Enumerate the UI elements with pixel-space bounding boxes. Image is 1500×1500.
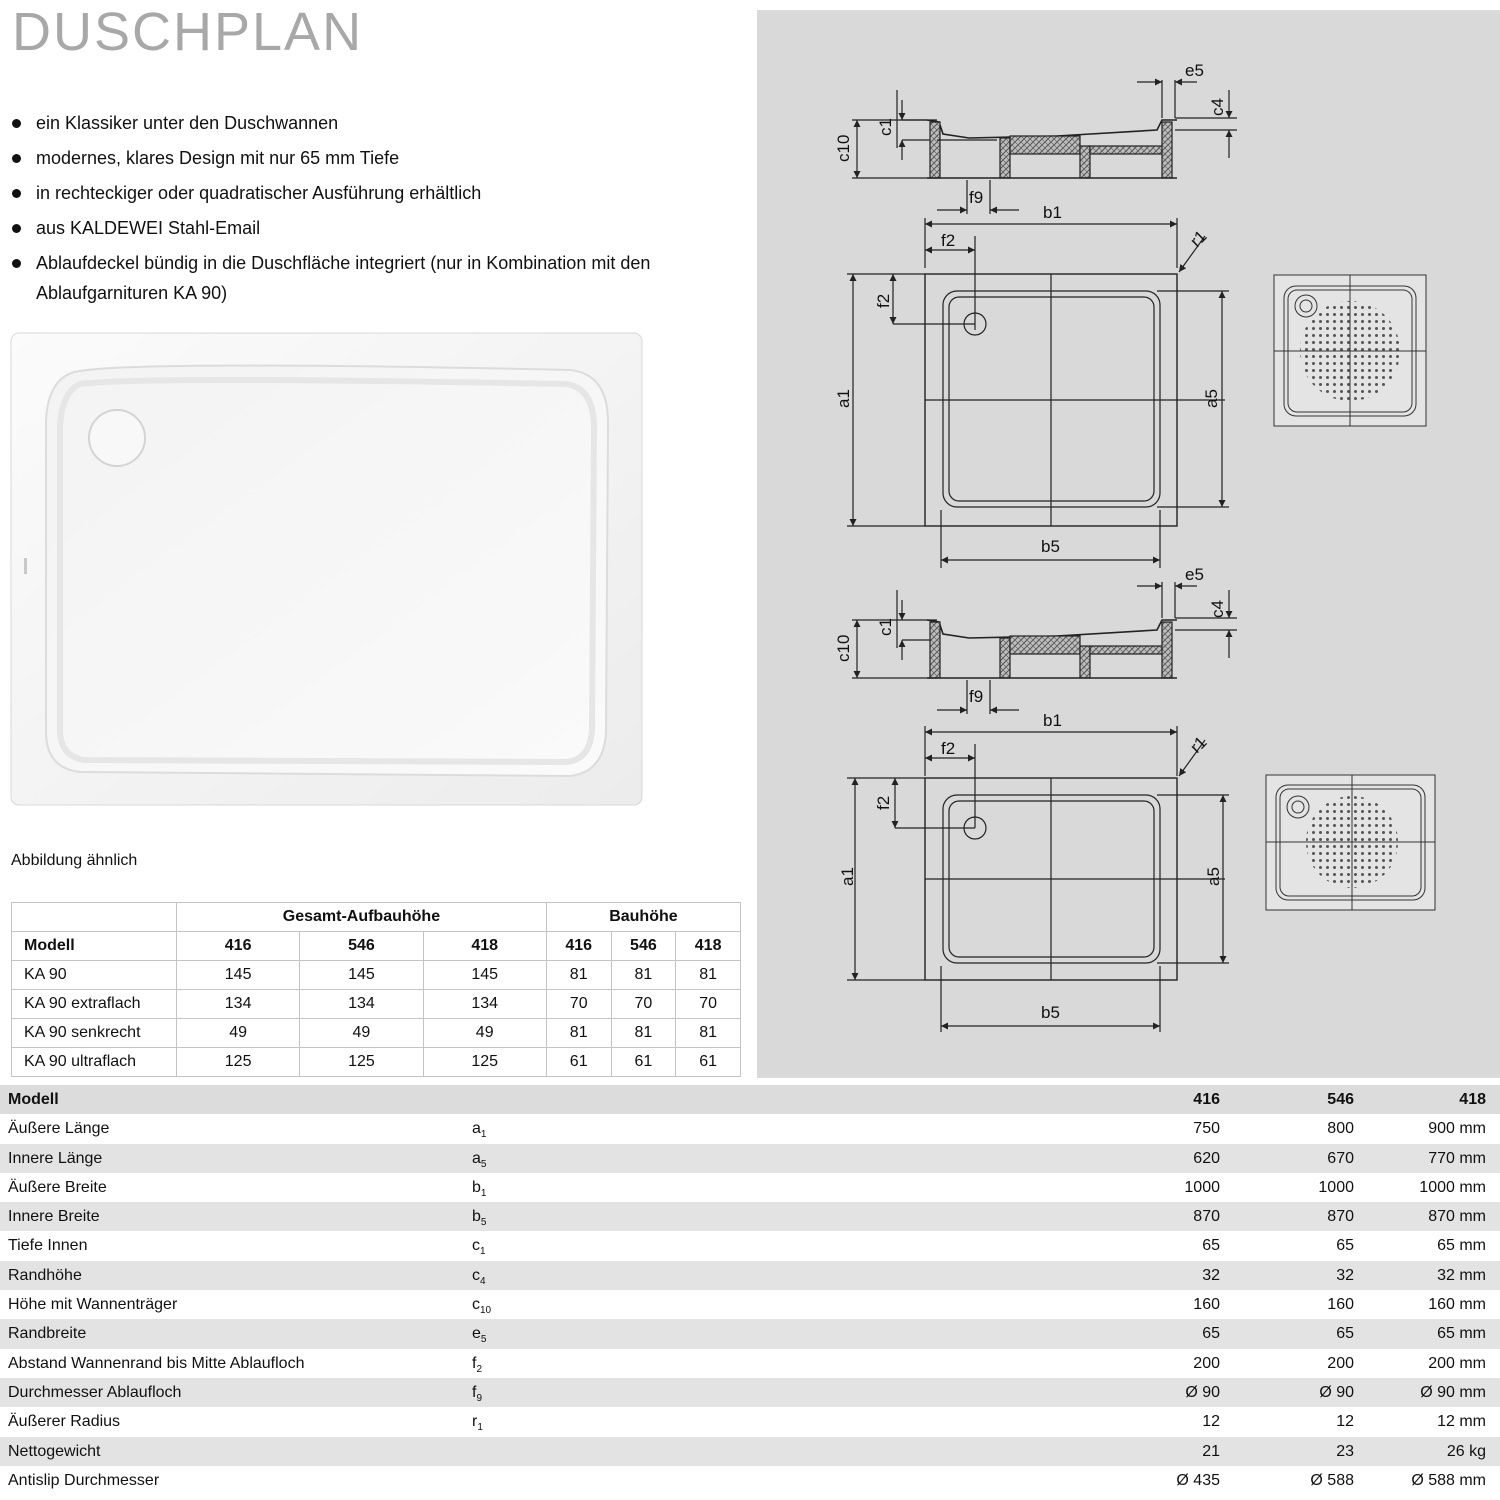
- spec-symbol-index: 1: [480, 1188, 487, 1200]
- spec-value: 65: [1202, 1237, 1220, 1255]
- table-row: [0, 1290, 1500, 1319]
- feature-list: [10, 108, 670, 313]
- spec-label: Höhe mit Wannenträger: [8, 1296, 178, 1314]
- specifications-table: [0, 1085, 1500, 1495]
- spec-value: Ø 90 mm: [1420, 1383, 1486, 1401]
- table-cell: 81: [676, 1019, 741, 1048]
- spec-value: 160 mm: [1428, 1296, 1486, 1314]
- spec-value: 21: [1202, 1442, 1220, 1460]
- spec-symbol-letter: r: [472, 1413, 478, 1431]
- cross-section-drawing-1: [852, 80, 1237, 214]
- row-label: KA 90: [12, 961, 177, 990]
- table-cell: 81: [676, 961, 741, 990]
- spec-value: 65 mm: [1437, 1325, 1486, 1343]
- spec-symbol-letter: c: [472, 1237, 480, 1255]
- spec-value: 750: [1193, 1120, 1220, 1138]
- table-cell: 81: [611, 1019, 676, 1048]
- installation-height-table: [11, 902, 741, 1077]
- spec-value: 620: [1193, 1149, 1220, 1167]
- image-caption: Abbildung ähnlich: [11, 852, 138, 869]
- table-cell: 134: [177, 990, 300, 1019]
- spec-symbol-index: 9: [476, 1393, 483, 1405]
- specs-header-value: 546: [1327, 1091, 1354, 1108]
- spec-symbol-index: 10: [480, 1305, 492, 1317]
- spec-value: Ø 588 mm: [1411, 1471, 1486, 1489]
- row-label: KA 90 senkrecht: [12, 1019, 177, 1048]
- row-label: KA 90 ultraflach: [12, 1048, 177, 1077]
- spec-value: 200 mm: [1428, 1354, 1486, 1372]
- spec-value: 870 mm: [1428, 1208, 1486, 1226]
- table-row: [0, 1407, 1500, 1436]
- feature-item: in rechteckiger oder quadratischer Ausführung erhältlich: [10, 178, 670, 208]
- table-cell: 81: [546, 1019, 611, 1048]
- spec-value: 26 kg: [1446, 1442, 1486, 1460]
- spec-symbol-letter: c: [472, 1296, 480, 1314]
- table-row: [12, 1048, 741, 1077]
- table-cell: 125: [177, 1048, 300, 1077]
- dim-label-c10: c10: [834, 634, 853, 662]
- spec-label: Randbreite: [8, 1325, 87, 1343]
- spec-symbol-letter: a: [472, 1149, 481, 1167]
- spec-value: Ø 90: [1185, 1383, 1220, 1401]
- product-photo: [10, 332, 643, 806]
- table-row: [0, 1261, 1500, 1290]
- corner-cell: [12, 903, 177, 932]
- specs-header-value: 416: [1193, 1091, 1220, 1108]
- spec-value: 770 mm: [1428, 1149, 1486, 1167]
- dim-label-b5: b5: [1041, 1003, 1060, 1022]
- group-header: Bauhöhe: [546, 903, 740, 932]
- spec-label: Nettogewicht: [8, 1442, 101, 1460]
- spec-symbol-index: 1: [480, 1246, 486, 1258]
- spec-value: 870: [1327, 1208, 1354, 1226]
- table-cell: 145: [177, 961, 300, 990]
- spec-label: Äußerer Radius: [8, 1413, 121, 1431]
- plan-view-drawing-1: [847, 218, 1229, 568]
- table-row: [0, 1319, 1500, 1348]
- spec-label: Innere Länge: [8, 1149, 103, 1167]
- spec-label: Äußere Länge: [8, 1120, 110, 1138]
- feature-item: modernes, klares Design mit nur 65 mm Tiefe: [10, 143, 670, 173]
- dim-label-r1: r1: [1186, 226, 1211, 251]
- spec-value: 65: [1336, 1325, 1354, 1343]
- table-cell: 49: [177, 1019, 300, 1048]
- antislip-thumbnail-2: [1266, 775, 1435, 910]
- row-label: KA 90 extraflach: [12, 990, 177, 1019]
- spec-value: 160: [1193, 1296, 1220, 1314]
- spec-label: Durchmesser Ablaufloch: [8, 1383, 182, 1401]
- spec-label: Antislip Durchmesser: [8, 1471, 160, 1489]
- spec-value: 1000: [1184, 1178, 1220, 1196]
- table-row: [0, 1173, 1500, 1202]
- table-cell: 134: [300, 990, 423, 1019]
- spec-symbol-index: 2: [476, 1363, 483, 1375]
- spec-value: Ø 90: [1319, 1383, 1354, 1401]
- spec-value: 23: [1336, 1442, 1354, 1460]
- dim-label-e5: e5: [1185, 61, 1204, 80]
- plan-view-drawing-2: [847, 726, 1229, 1032]
- spec-symbol-letter: f: [472, 1354, 477, 1372]
- technical-drawing-panel: [757, 10, 1500, 1078]
- specs-header-label: Modell: [8, 1091, 59, 1108]
- spec-symbol-letter: f: [472, 1383, 477, 1401]
- dim-label-f9: f9: [969, 188, 984, 207]
- spec-value: 900 mm: [1428, 1120, 1486, 1138]
- dim-label-c4: c4: [1208, 600, 1227, 618]
- dim-label-f2: f2: [874, 293, 893, 308]
- spec-label: Randhöhe: [8, 1266, 82, 1284]
- specs-header-row: [0, 1085, 1500, 1114]
- table-row: [0, 1231, 1500, 1260]
- spec-symbol-letter: e: [472, 1325, 481, 1343]
- column-header: 416: [546, 932, 611, 961]
- spec-symbol-letter: a: [472, 1120, 481, 1138]
- spec-value: 32 mm: [1437, 1266, 1486, 1284]
- spec-value: 1000: [1318, 1178, 1354, 1196]
- column-header: 546: [300, 932, 423, 961]
- spec-symbol-index: 5: [480, 1158, 487, 1170]
- dim-label-c1: c1: [876, 618, 895, 636]
- spec-value: Ø 588: [1310, 1471, 1354, 1489]
- antislip-thumbnail-1: [1274, 275, 1426, 426]
- table-cell: 61: [676, 1048, 741, 1077]
- spec-label: Tiefe Innen: [8, 1237, 88, 1255]
- spec-value: 200: [1193, 1354, 1220, 1372]
- feature-item: aus KALDEWEI Stahl-Email: [10, 213, 670, 243]
- spec-symbol-letter: b: [472, 1208, 481, 1226]
- spec-label: Äußere Breite: [8, 1178, 107, 1196]
- spec-symbol-index: 1: [480, 1129, 487, 1141]
- table-row: [12, 990, 741, 1019]
- table-cell: 61: [611, 1048, 676, 1077]
- table-cell: 61: [546, 1048, 611, 1077]
- dim-label-a5: a5: [1202, 389, 1221, 408]
- dim-label-r1: r1: [1186, 732, 1211, 757]
- spec-value: 12: [1202, 1413, 1220, 1431]
- dim-label-f2: f2: [941, 739, 956, 758]
- spec-value: 1000 mm: [1419, 1178, 1486, 1196]
- column-header: 418: [423, 932, 546, 961]
- spec-symbol-index: 4: [480, 1275, 486, 1287]
- dim-label-f2: f2: [941, 231, 956, 250]
- table-cell: 145: [423, 961, 546, 990]
- feature-item: ein Klassiker unter den Duschwannen: [10, 108, 670, 138]
- table-cell: 70: [611, 990, 676, 1019]
- dim-label-f9: f9: [969, 687, 984, 706]
- table-row: [0, 1114, 1500, 1143]
- table-cell: 145: [300, 961, 423, 990]
- table-cell: 70: [546, 990, 611, 1019]
- model-header: Modell: [12, 932, 177, 961]
- spec-value: 65: [1202, 1325, 1220, 1343]
- plan-2-labels: [838, 711, 1223, 1022]
- table-cell: 125: [300, 1048, 423, 1077]
- plan-1-labels: [834, 203, 1221, 556]
- spec-symbol-letter: c: [472, 1266, 480, 1284]
- table-row: [0, 1466, 1500, 1495]
- spec-value: 160: [1327, 1296, 1354, 1314]
- dim-label-c4: c4: [1208, 98, 1227, 116]
- table-row: [0, 1378, 1500, 1407]
- table-row: [0, 1202, 1500, 1231]
- column-header: 418: [676, 932, 741, 961]
- table-row: [0, 1349, 1500, 1378]
- table-row: [12, 1019, 741, 1048]
- table-cell: 49: [423, 1019, 546, 1048]
- dim-label-a5: a5: [1204, 867, 1223, 886]
- feature-item: Ablaufdeckel bündig in die Duschfläche integriert (nur in Kombination mit den Ablaufgarnituren KA 90): [10, 248, 670, 308]
- dim-label-c10: c10: [834, 134, 853, 162]
- table-row: [0, 1437, 1500, 1466]
- spec-value: 32: [1336, 1266, 1354, 1284]
- spec-value: 670: [1327, 1149, 1354, 1167]
- table-cell: 81: [611, 961, 676, 990]
- cross-section-drawing-2: [852, 582, 1237, 714]
- spec-label: Innere Breite: [8, 1208, 100, 1226]
- spec-symbol-index: 1: [477, 1422, 483, 1434]
- dim-label-b5: b5: [1041, 537, 1060, 556]
- table-row: [0, 1144, 1500, 1173]
- column-header: 546: [611, 932, 676, 961]
- column-header: 416: [177, 932, 300, 961]
- spec-value: 65: [1336, 1237, 1354, 1255]
- dim-label-c1: c1: [876, 118, 895, 136]
- spec-label: Abstand Wannenrand bis Mitte Ablaufloch: [8, 1354, 305, 1372]
- dim-label-b1: b1: [1043, 203, 1062, 222]
- spec-symbol-letter: b: [472, 1178, 481, 1196]
- dim-label-e5: e5: [1185, 565, 1204, 584]
- spec-value: 12: [1336, 1413, 1354, 1431]
- spec-symbol-index: 5: [480, 1334, 487, 1346]
- dim-label-f2: f2: [874, 795, 893, 810]
- table-cell: 49: [300, 1019, 423, 1048]
- technical-drawing: [757, 10, 1500, 1078]
- spec-symbol-index: 5: [480, 1217, 487, 1229]
- table-row: [12, 961, 741, 990]
- spec-value: 12 mm: [1437, 1413, 1486, 1431]
- group-header: Gesamt-Aufbauhöhe: [177, 903, 547, 932]
- spec-value: Ø 435: [1176, 1471, 1220, 1489]
- spec-value: 200: [1327, 1354, 1354, 1372]
- table-cell: 134: [423, 990, 546, 1019]
- dim-label-b1: b1: [1043, 711, 1062, 730]
- table-cell: 81: [546, 961, 611, 990]
- dim-label-a1: a1: [838, 867, 857, 886]
- table-cell: 70: [676, 990, 741, 1019]
- spec-value: 800: [1327, 1120, 1354, 1138]
- specs-header-value: 418: [1459, 1091, 1486, 1108]
- spec-value: 65 mm: [1437, 1237, 1486, 1255]
- spec-value: 870: [1193, 1208, 1220, 1226]
- dim-label-a1: a1: [834, 389, 853, 408]
- table-cell: 125: [423, 1048, 546, 1077]
- spec-value: 32: [1202, 1266, 1220, 1284]
- shower-tray-illustration: [10, 332, 643, 806]
- page-title: DUSCHPLAN: [12, 2, 364, 62]
